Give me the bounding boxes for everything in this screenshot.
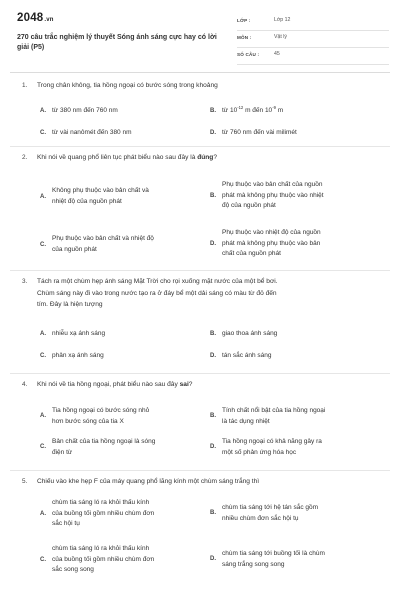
question-number: 1. [22, 82, 28, 89]
question-number: 3. [22, 278, 28, 285]
question-number: 2. [22, 154, 28, 161]
site-logo[interactable]: 2048.vn [17, 12, 54, 24]
meta-info [237, 14, 389, 65]
question-separator [10, 373, 390, 374]
question-text: Chiếu vào khe hẹp F của máy quang phổ lăng kính một chùm sáng trắng thì [37, 478, 260, 485]
question-text: Khi nói về quang phổ liên tục phát biểu nào sau đây là đúng? [37, 154, 217, 161]
question-separator [10, 470, 390, 471]
question-separator [10, 270, 390, 271]
meta-question-count: SỐ CÂU : 45 [237, 48, 389, 65]
question-number: 5. [22, 478, 28, 485]
question-separator [10, 146, 390, 147]
header-divider [10, 72, 390, 73]
question-text: Trong chân không, tia hồng ngoại có bước sóng trong khoảng [37, 82, 218, 89]
question-number: 4. [22, 381, 28, 388]
document-title: 270 câu trắc nghiệm lý thuyết Sóng ánh sáng cực hay có lời giải (P5) [17, 34, 217, 51]
worksheet-page: 2048.vn 270 câu trắc nghiệm lý thuyết Sóng ánh sáng cực hay có lời giải (P5) LỚP : Lớp 12 MÔN : Vật lý SỐ CÂU : 45 1. Trong chân không, tia hồng ngoại có bước sóng trong khoảng A. từ 380 nm đến 760 nm B. từ $10^{-12}$ m đến $10^{-9}$ m C. từ vài nanômét đến 380 nm D. từ 760 nm đến vài milimét 2. Khi nói về quang phổ liên tục phát biểu nào sau đây là đúng? A. Không phụ thuộc vào bản chất và nhiệt độ của nguồn phát B. Phụ thuộc vào bản chất của nguồn phát mà không phụ thuộc vào nhiệt độ của nguồn phát C. Phụ thuộc vào bản chất và nhiệt độ của nguồn phát D. Phụ thuộc vào nhiệt độ của nguồn phát mà không phụ thuộc vào bản chất của nguồn phát 3. Tách ra một chùm hẹp ánh sáng Mặt Trời cho rọi xuống mặt nước của một bể bơi. Chùm sáng này đi vào trong nước tạo ra ở đáy bể một dải sáng có màu từ đỏ đến tím. Đây là hiện tượng A. nhiễu xạ ánh sáng B. giao thoa ánh sáng C. phản xạ ánh sáng D. tán sắc ánh sáng 4. Khi nói về tia hồng ngoại, phát biểu nào sau đây sai? A. Tia hồng ngoại có bước sóng nhỏ hơn bước sóng của tia X B. Tính chất nổi bật của tia hồng ngoại là tác dụng nhiệt C. Bản chất của tia hồng ngoại là sóng điện từ D. Tia hồng ngoại có khả năng gây ra một số phản ứng hóa học 5. Chiếu vào khe hẹp F của máy quang phổ lăng kính một chùm sáng trắng thì A. chùm tia sáng ló ra khỏi thấu kính của buồng tối gồm nhiều chùm đơn sắc hội tụ B. chùm tia sáng tới hệ tán sắc gồm nhiều chùm đơn sắc hội tụ C. chùm tia sáng ló ra khỏi thấu kính của buồng tối gồm nhiều chùm đơn sắc song song D. chùm tia sáng tới buồng tối là chùm sáng trắng song song [0, 0, 400, 600]
meta-subject: MÔN : Vật lý [237, 31, 389, 48]
question-text: Tách ra một chùm hẹp ánh sáng Mặt Trời cho rọi xuống mặt nước của một bể bơi. Chùm sáng này đi vào trong nước tạo ra ở đáy bể một dải sáng có màu từ đỏ đến tím. Đây là hiện tượng [37, 278, 278, 308]
meta-class: LỚP : Lớp 12 [237, 14, 389, 31]
question-text: Khi nói về tia hồng ngoại, phát biểu nào sau đây sai? [37, 381, 193, 388]
header [17, 12, 389, 68]
